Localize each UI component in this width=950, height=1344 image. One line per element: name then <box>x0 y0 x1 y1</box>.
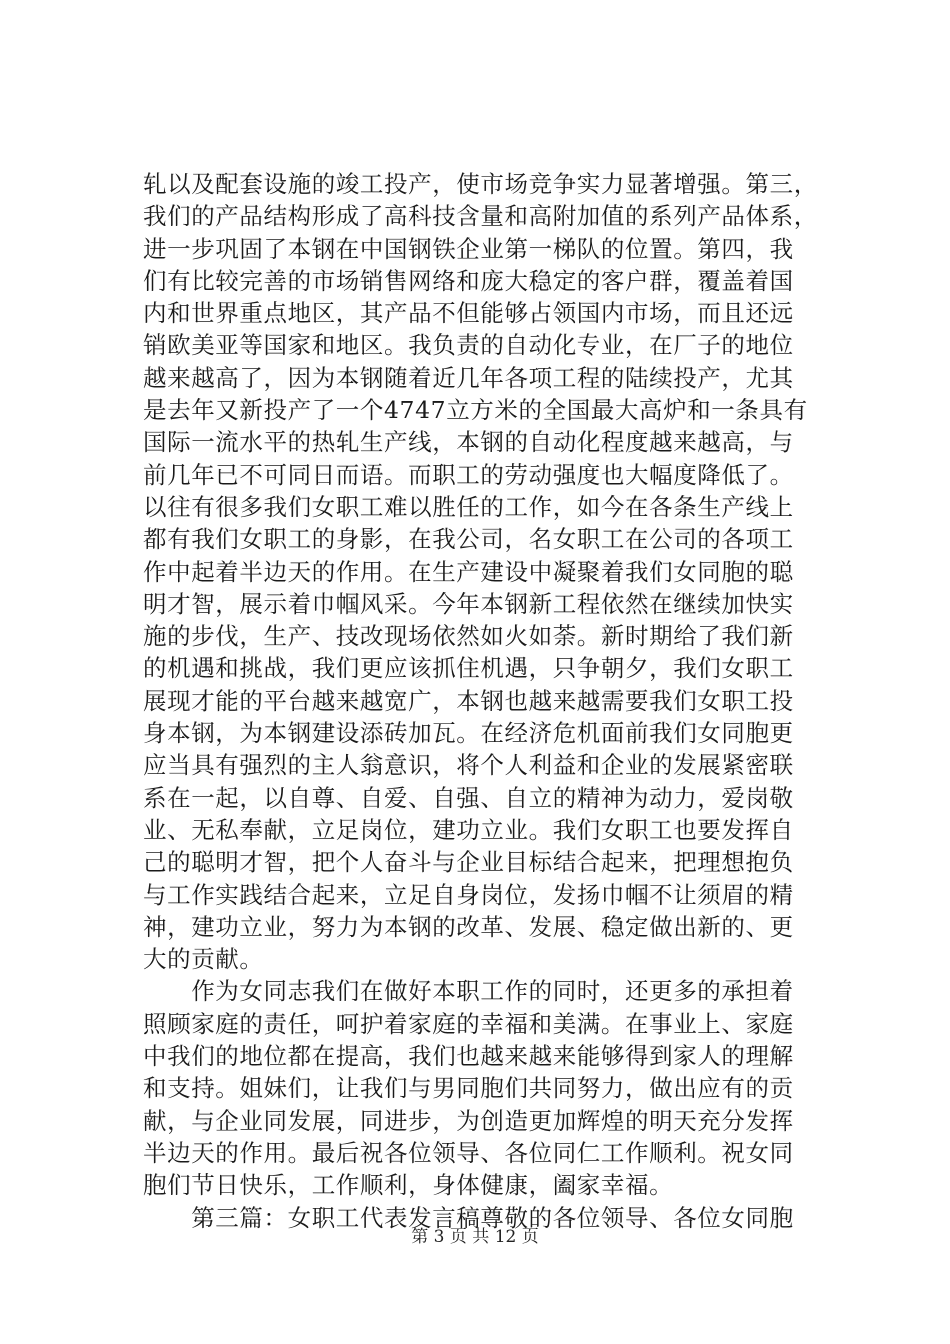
body-text <box>143 168 833 1234</box>
text-line: 应当具有强烈的主人翁意识，将个人利益和企业的发展紧密联 <box>143 751 794 780</box>
text-line: 轧以及配套设施的竣工投产，使市场竞争实力显著增强。第三， <box>143 170 818 198</box>
text-line: 系在一起，以自尊、自爱、自强、自立的精神为动力，爱岗敬 <box>143 783 794 812</box>
text-line: 献，与企业同发展，同进步，为创造更加辉煌的明天充分发挥 <box>143 1106 794 1135</box>
text-line: 作为女同志我们在做好本职工作的同时，还更多的承担着 <box>143 977 794 1006</box>
text-line: 国际一流水平的热轧生产线，本钢的自动化程度越来越高，与 <box>143 428 794 457</box>
text-line: 和支持。姐妹们，让我们与男同胞们共同努力，做出应有的贡 <box>143 1074 794 1103</box>
text-line: 与工作实践结合起来，立足自身岗位，发扬巾帼不让须眉的精 <box>143 880 794 909</box>
text-line: 的机遇和挑战，我们更应该抓住机遇，只争朝夕，我们女职工 <box>143 654 794 683</box>
text-line: 神，建功立业，努力为本钢的改革、发展、稳定做出新的、更 <box>143 912 794 941</box>
text-line: 作中起着半边天的作用。在生产建设中凝聚着我们女同胞的聪 <box>143 557 794 586</box>
text-line: 们有比较完善的市场销售网络和庞大稳定的客户群，覆盖着国 <box>143 266 794 295</box>
text-line: 内和世界重点地区，其产品不但能够占领国内市场，而且还远 <box>143 299 794 328</box>
text-line: 展现才能的平台越来越宽广，本钢也越来越需要我们女职工投 <box>143 686 794 715</box>
text-line: 我们的产品结构形成了高科技含量和高附加值的系列产品体系， <box>143 202 818 231</box>
text-line: 销欧美亚等国家和地区。我负责的自动化专业，在厂子的地位 <box>143 331 794 360</box>
text-line: 越来越高了，因为本钢随着近几年各项工程的陆续投产，尤其 <box>143 363 794 392</box>
text-line: 己的聪明才智，把个人奋斗与企业目标结合起来，把理想抱负 <box>143 848 794 877</box>
text-line: 以往有很多我们女职工难以胜任的工作，如今在各条生产线上 <box>143 492 794 521</box>
page-number-footer: 第 3 页 共 12 页 <box>411 1227 539 1247</box>
text-line: 照顾家庭的责任，呵护着家庭的幸福和美满。在事业上、家庭 <box>143 1009 794 1038</box>
text-line: 进一步巩固了本钢在中国钢铁企业第一梯队的位置。第四，我 <box>143 234 794 263</box>
text-line: 业、无私奉献，立足岗位，建功立业。我们女职工也要发挥自 <box>143 815 794 844</box>
text-line: 身本钢，为本钢建设添砖加瓦。在经济危机面前我们女同胞更 <box>143 719 794 748</box>
text-line: 是去年又新投产了一个4747立方米的全国最大高炉和一条具有 <box>143 396 808 425</box>
text-line: 大的贡献。 <box>143 945 264 974</box>
text-line: 胞们节日快乐，工作顺利，身体健康，阖家幸福。 <box>143 1171 674 1200</box>
text-line: 第三篇：女职工代表发言稿尊敬的各位领导、各位女同胞 <box>143 1203 794 1232</box>
text-line: 中我们的地位都在提高，我们也越来越来能够得到家人的理解 <box>143 1042 794 1071</box>
text-line: 都有我们女职工的身影，在我公司，名女职工在公司的各项工 <box>143 525 794 554</box>
text-line: 施的步伐，生产、技改现场依然如火如荼。新时期给了我们新 <box>143 622 794 651</box>
text-line: 明才智，展示着巾帼风采。今年本钢新工程依然在继续加快实 <box>143 589 794 618</box>
text-line: 前几年已不可同日而语。而职工的劳动强度也大幅度降低了。 <box>143 460 794 489</box>
text-line: 半边天的作用。最后祝各位领导、各位同仁工作顺利。祝女同 <box>143 1138 794 1167</box>
